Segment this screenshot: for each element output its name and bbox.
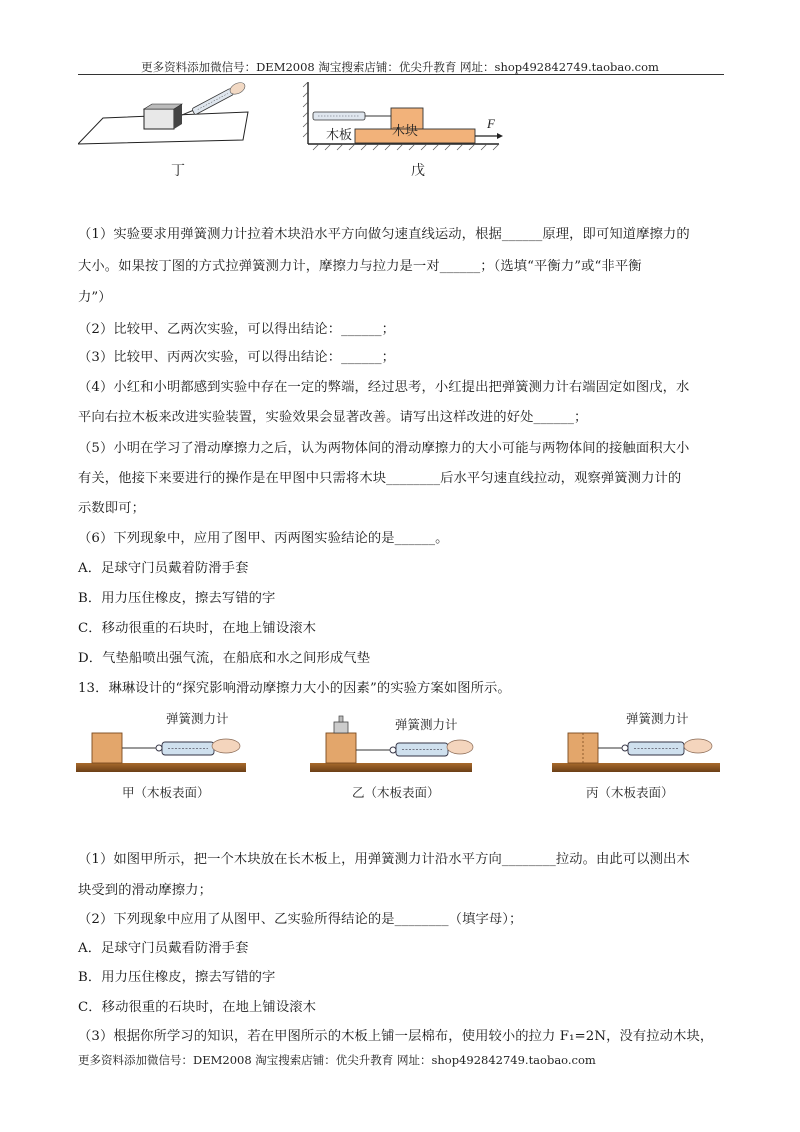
wu-board-label: 木板: [326, 128, 353, 143]
q12-line-6: （4）小红和小明都感到实验中存在一定的弊端，经过思考，小红提出把弹簧测力计右端固定如图戊，水: [78, 380, 690, 395]
q12-line-7: 平向右拉木板来改进实验装置，实验效果会显著改善。请写出这样改进的好处______；: [78, 410, 588, 425]
yi-hand: [447, 740, 473, 754]
figure-ding-wu: [78, 82, 518, 182]
q12-line-5: （3）比较甲、丙两次实验，可以得出结论：______；: [78, 350, 395, 365]
jia-scale-label: 弹簧测力计: [166, 711, 229, 726]
q12-option-d: D．气垫船喷出强气流，在船底和水之间形成气垫: [78, 651, 371, 666]
ding-spring-scale: [191, 82, 247, 116]
yi-caption: 乙（木板表面）: [352, 785, 440, 800]
ding-block: [144, 104, 182, 129]
jia-caption: 甲（木板表面）: [122, 785, 210, 800]
figure-ding: [78, 82, 248, 144]
fig-jia: [76, 733, 246, 772]
q12-line-2: 大小。如果按丁图的方式拉弹簧测力计，摩擦力与拉力是一对______；（选填“平衡力”或“非平衡: [78, 259, 642, 274]
q12-line-8: （5）小明在学习了滑动摩擦力之后，认为两物体间的滑动摩擦力的大小可能与两物体间的接触面积大小: [78, 441, 690, 456]
ding-caption: 丁: [171, 163, 185, 179]
q13-line-1: （1）如图甲所示，把一个木块放在长木板上，用弹簧测力计沿水平方向________拉动。由此可以测出木: [78, 852, 690, 867]
fig-bing: [552, 733, 720, 772]
yi-block: [326, 733, 356, 763]
q13-option-b: B．用力压住橡皮，擦去写错的字: [78, 970, 276, 985]
page-header: 更多资料添加微信号：DEM2008 淘宝搜索店铺：优尖升教育 网址：shop492842749.taobao.com: [141, 60, 659, 74]
q12-line-9: 有关，他接下来要进行的操作是在甲图中只需将木块________后水平匀速直线拉动，观察弹簧测力计的: [78, 471, 682, 486]
yi-weight: [334, 722, 348, 733]
q12-line-10: 示数即可；: [78, 501, 145, 516]
q13-line-3: （2）下列现象中应用了从图甲、乙实验所得结论的是________（填字母）；: [78, 912, 523, 927]
header-divider: [78, 74, 724, 75]
page-footer: 更多资料添加微信号：DEM2008 淘宝搜索店铺：优尖升教育 网址：shop492842749.taobao.com: [78, 1053, 596, 1067]
jia-hand: [212, 739, 240, 753]
q12-line-4: （2）比较甲、乙两次实验，可以得出结论：______；: [78, 322, 395, 337]
q12-option-c: C．移动很重的石块时，在地上铺设滚木: [78, 621, 317, 636]
wu-block-label: 木块: [392, 124, 419, 139]
q13-option-c: C．移动很重的石块时，在地上铺设滚木: [78, 1000, 317, 1015]
q13-option-a: A．足球守门员戴看防滑手套: [78, 941, 249, 956]
bing-hand: [684, 739, 712, 753]
q13-title: 13．琳琳设计的“探究影响滑动摩擦力大小的因素”的实验方案如图所示。: [78, 681, 511, 696]
bing-scale-label: 弹簧测力计: [626, 711, 689, 726]
q12-option-b: B．用力压住橡皮，擦去写错的字: [78, 591, 276, 606]
q12-line-3: 力”）: [78, 290, 112, 305]
q12-line-1: （1）实验要求用弹簧测力计拉着木块沿水平方向做匀速直线运动，根据______原理，即可知道摩擦力的: [78, 227, 690, 242]
yi-scale-label: 弹簧测力计: [395, 717, 458, 732]
jia-block: [92, 733, 122, 763]
q13-line-2: 块受到的滑动摩擦力；: [78, 883, 212, 898]
q12-option-a: A．足球守门员戴着防滑手套: [78, 561, 249, 576]
q12-line-11: （6）下列现象中，应用了图甲、丙两图实验结论的是______。: [78, 531, 449, 546]
bing-caption: 丙（木板表面）: [586, 785, 674, 800]
wu-caption: 戊: [411, 163, 425, 179]
wu-force-label: F: [487, 116, 495, 131]
q13-line-4: （3）根据你所学习的知识，若在甲图所示的木板上铺一层棉布，使用较小的拉力 F₁=2N，没有拉动木块，: [78, 1029, 714, 1044]
